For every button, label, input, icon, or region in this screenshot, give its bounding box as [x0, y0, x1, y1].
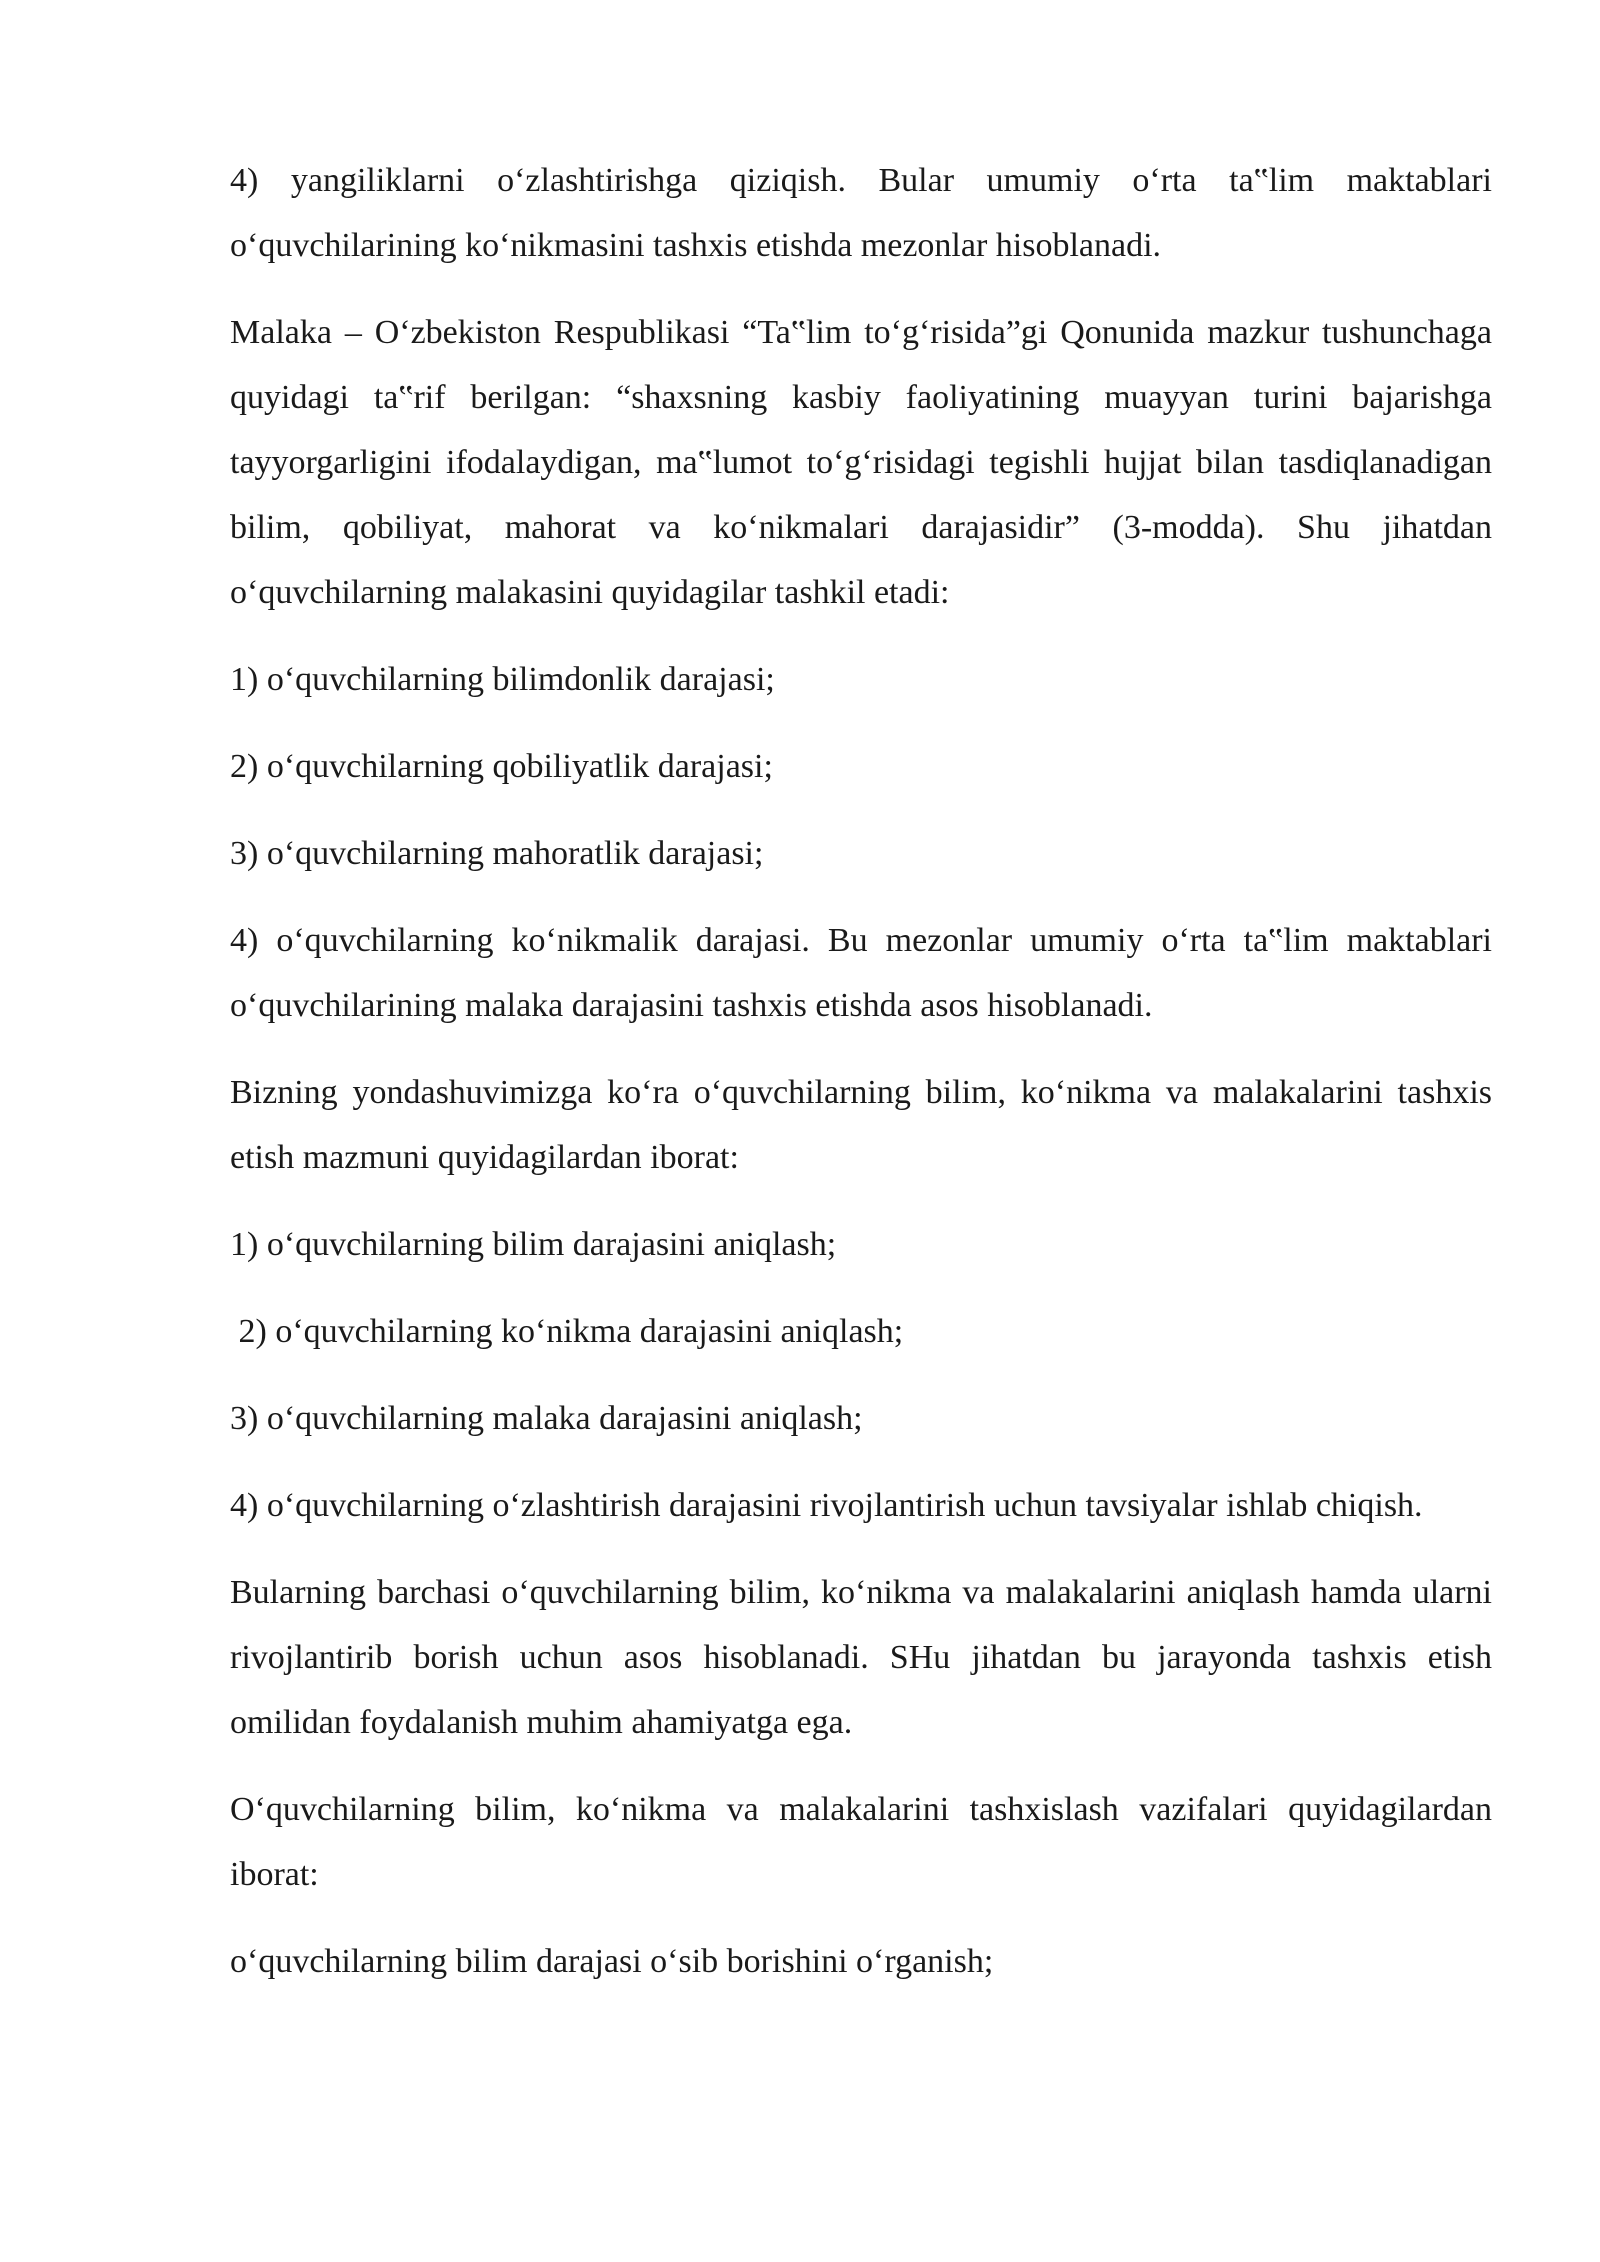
list-item-study-growth: o‘quvchilarning bilim darajasi o‘sib borishini o‘rganish;: [230, 1943, 994, 1980]
paragraph-interest-criteria: 4) yangiliklarni o‘zlashtirishga qiziqish. Bular umumiy o‘rta ta‟lim maktablari o‘quvchilarining ko‘nikmasini tashxis etishda mezonlar hisoblanadi.: [230, 162, 1492, 264]
list-item-recommendations: 4) o‘quvchilarning o‘zlashtirish darajasini rivojlantirish uchun tavsiyalar ishlab chiqish.: [230, 1487, 1423, 1524]
paragraph-malaka-definition: Malaka – O‘zbekiston Respublikasi “Ta‟lim to‘g‘risida”gi Qonunida mazkur tushunchaga quyidagi ta‟rif berilgan: “shaxsning kasbiy faoliyatining muayyan turini bajarishga tayyorgarligini ifodalaydigan, ma‟lumot to‘g‘risidagi tegishli hujjat bilan tasdiqlanadigan bilim, qobiliyat, mahorat va ko‘nikmalari darajasidir” (3-modda). Shu jihatdan o‘quvchilarning malakasini quyidagilar tashkil etadi:: [230, 314, 1492, 611]
paragraph-approach: Bizning yondashuvimizga ko‘ra o‘quvchilarning bilim, ko‘nikma va malakalarini tashxis etish mazmuni quyidagilardan iborat:: [230, 1074, 1492, 1176]
paragraph-basis: Bularning barchasi o‘quvchilarning bilim, ko‘nikma va malakalarini aniqlash hamda ularni rivojlantirib borish uchun asos hisoblanadi. SHu jihatdan bu jarayonda tashxis etish omilidan foydalanish muhim ahamiyatga ega.: [230, 1574, 1492, 1741]
list-item-determine-qualification: 3) o‘quvchilarning malaka darajasini aniqlash;: [230, 1400, 863, 1437]
list-item-mastery-level: 3) o‘quvchilarning mahoratlik darajasi;: [230, 835, 764, 872]
list-item-determine-knowledge: 1) o‘quvchilarning bilim darajasini aniqlash;: [230, 1226, 837, 1263]
list-item-skill-level: 4) o‘quvchilarning ko‘nikmalik darajasi. Bu mezonlar umumiy o‘rta ta‟lim maktablari o‘quvchilarining malaka darajasini tashxis etishda asos hisoblanadi.: [230, 922, 1492, 1024]
paragraph-diagnostic-tasks: O‘quvchilarning bilim, ko‘nikma va malakalarini tashxislash vazifalari quyidagilardan iborat:: [230, 1791, 1492, 1893]
list-item-knowledge-level: 1) o‘quvchilarning bilimdonlik darajasi;: [230, 661, 775, 698]
document-page: [230, 148, 1492, 2016]
list-item-determine-skill: 2) o‘quvchilarning ko‘nikma darajasini aniqlash;: [230, 1313, 904, 1350]
list-item-ability-level: 2) o‘quvchilarning qobiliyatlik darajasi;: [230, 748, 773, 785]
